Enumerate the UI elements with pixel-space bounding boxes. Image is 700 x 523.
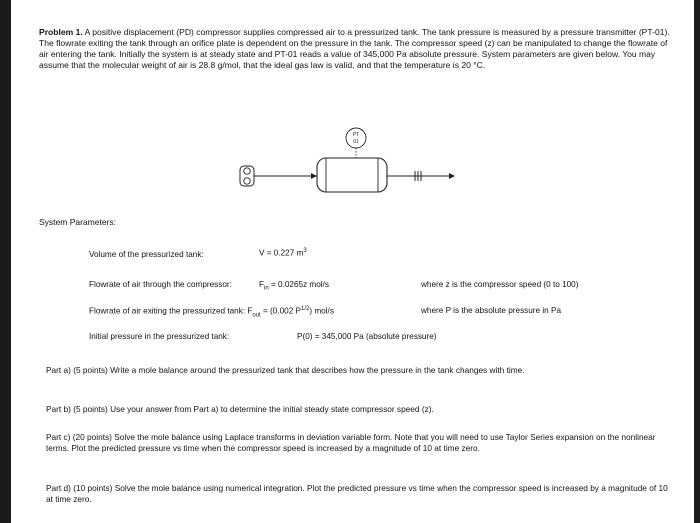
flow-out-note: where P is the absolute pressure in Pa [421,306,562,315]
volume-label: Volume of the pressurized tank: [89,250,204,259]
system-parameters-title: System Parameters: [39,217,116,227]
pressure-transmitter-pt-01 [346,128,366,148]
flow-in-value: $F_{in} = 0.0265z$ mol/s [259,280,329,292]
part-a: Part a) (5 points) Write a mole balance around the pressurized tank that describes how the pressure in the tank changes with time. [46,365,525,375]
flow-in-label: Flowrate of air through the compressor: [89,280,232,289]
pressurized-tank [317,158,387,192]
problem-heading: Problem 1. [39,27,83,37]
problem-text: A positive displacement (PD) compressor supplies compressed air to a pressurized tank. The tank pressure is measured by a pressure transmitter (PT-01). The flowrate exiting the tank through an orifice plate is dependent on the pressure in the tank. The compressor speed (z) can be manipulated to change the flowrate of air entering the tank. Initially the system is at steady state and PT-01 reads a value of 345,000 Pa absolute pressure. System parameters are given below. You may assume that the molecular weight of air is 28.8 g/mol, that the ideal gas law is valid, and that the temperature is 20 °C. [39,27,670,70]
initial-pressure-label: Initial pressure in the pressurized tank: [89,332,230,341]
left-border [0,0,11,523]
document-page [11,0,694,523]
problem-statement [39,27,679,71]
compressor-symbol [240,166,254,186]
part-b: Part b) (5 points) Use your answer from Part a) to determine the initial steady state compressor speed (z). [46,404,434,414]
right-border [694,0,700,523]
part-c: Part c) (20 points) Solve the mole balance using Laplace transforms in deviation variable form. Note that you will need to use Taylor Series expansion on the nonlinear terms. Plot the predicted pressure vs time when the compressor speed is increased by a magnitude of 10 at time zero. [46,432,656,453]
transmitter-tag-line1: PT [352,132,360,138]
outlet-arrow [449,173,455,179]
transmitter-tag-line2: 01 [353,139,359,145]
inlet-arrow [311,173,317,179]
part-d: Part d) (10 points) Solve the mole balance using numerical integration. Plot the predicted pressure vs time when the compressor speed is increased by a magnitude of 10 at time zero. [46,483,668,504]
flow-out-value: Flowrate of air exiting the pressurized tank: $F_{out} = (0.002$ $P^{1/2}$) mol/s [89,306,334,319]
initial-pressure-value: P(0) = 345,000 Pa (absolute pressure) [297,332,437,341]
volume-value: V = 0.227 $m^3$ [259,248,307,258]
flow-in-note: where z is the compressor speed (0 to 100) [421,280,579,289]
process-diagram [231,118,471,208]
